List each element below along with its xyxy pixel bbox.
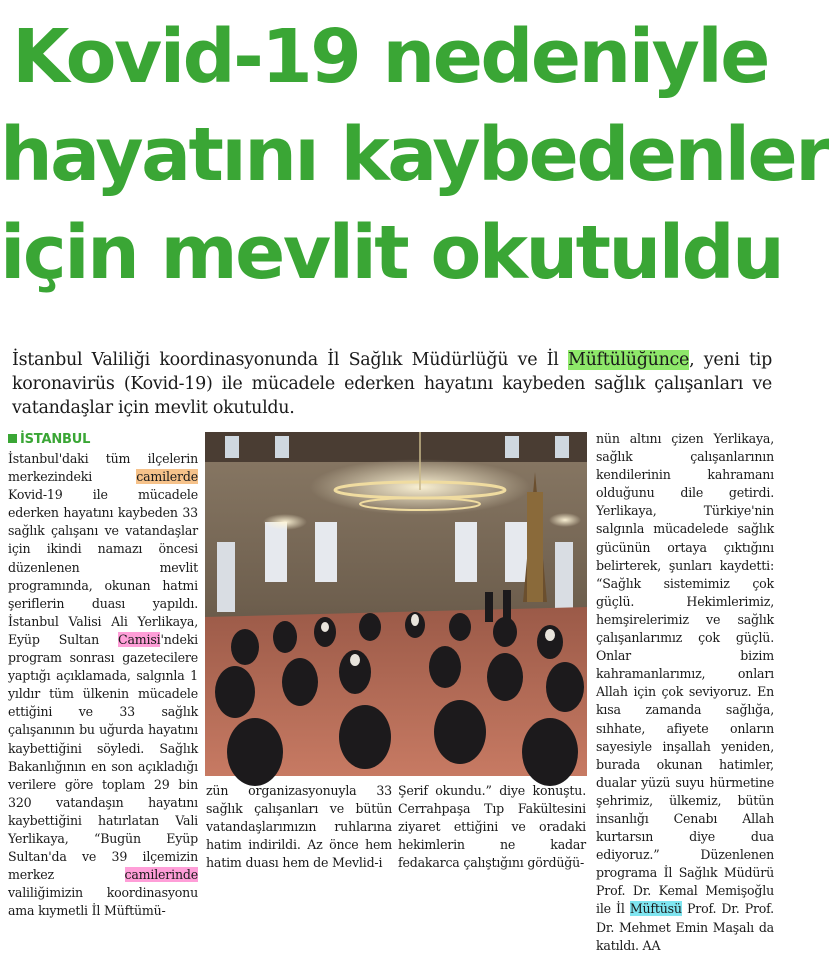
headline-line-3: için mevlit okutuldu xyxy=(0,210,783,296)
article-column-4 xyxy=(596,430,774,955)
lead-text-1: İstanbul Valiliği koordinasyonunda İl Sağlık Müdürlüğü ve İl xyxy=(12,350,568,370)
dateline xyxy=(8,430,198,450)
col1-highlight-1: camilerde xyxy=(136,469,198,485)
col1-highlight-3: camilerinde xyxy=(124,867,198,883)
col1-text-2: Kovid-19 ile mücadele ederken hayatını kaybeden 33 sağlık çalışanı ve vatandaşlar için ikindi namazı öncesi düzenlenen mevlit programında, okunan hatmi şeriflerin duası yapıldı. İstanbul Valisi Ali Yerlikaya, Eyüp Sultan xyxy=(8,487,198,647)
article-column-2: zün organizasyonuyla 33 sağlık çalışanları ve bütün vatandaşlarımızın ruhlarına hatim indirildi. Az önce hem hatim duası hem de Mevlid-i xyxy=(206,783,392,871)
lead-paragraph xyxy=(12,348,772,420)
dateline-square-icon xyxy=(8,434,17,443)
col1-text-3: 'ndeki program sonrası gazetecilere yaptığı açıklamada, salgınla 1 yıldır tüm ülkenin mücadele ettiğini ve 33 sağlık çalışanının bu uğurda hayatını kaybettiğini söyledi. Sağlık Bakanlığının en son açıkladığı verilere göre toplam 29 bin 320 vatandaşın hayatını kaybettiğini hatırlatan Vali Yerlikaya, “Bugün Eyüp Sultan'da ve 39 ilçemizin merkez xyxy=(8,631,198,883)
article-column-1 xyxy=(8,430,198,920)
col4-text-2: Prof. Dr. Prof. Dr. Mehmet Emin Maşalı da katıldı. AA xyxy=(596,901,774,953)
col4-highlight-1: Müftüsü xyxy=(629,901,682,917)
headline xyxy=(0,8,829,302)
col4-text-1: nün altını çizen Yerlikaya, sağlık çalışanlarının kendilerinin kahramanı olduğunu dile getirdi. Yerlikaya, Türkiye'nin salgınla mücadelede sağlık gücünün ortaya çıktığını belirterek, şunları kaydetti: “Sağlık sistemimiz çok güçlü. Hekimlerimiz, hemşirelerimiz ve sağlık çalışanlarımız çok güçlü. Onlar bizim kahramanlarımız, onları Allah için çok seviyoruz. En kısa zamanda sağlığa, sıhhate, afiyete onların sayesiyle inşallah yeniden, burada okunan hatimler, dualar yüzü suyu hürmetine şehrimiz, ülkemiz, bütün insanlığı Cenabı Allah kurtarsın diye dua ediyoruz.” Düzenlenen programa İl Sağlık Müdürü Prof. Dr. Kemal Memişoğlu ile İl xyxy=(596,431,774,917)
lead-highlight: Müftülüğünce xyxy=(567,350,690,370)
article-column-3: Şerif okundu.” diye konuştu. Cerrahpaşa Tıp Fakültesini ziyaret ettiğini ve oradaki hekimlerin ne kadar fedakarca çalıştığını gördüğü- xyxy=(398,783,586,871)
col1-text-1: İstanbul'daki tüm ilçelerin merkezindeki xyxy=(8,451,198,485)
mosque-photo xyxy=(205,432,587,776)
col1-highlight-2: Camisi xyxy=(118,631,161,647)
col1-text-4: valiliğimizin koordinasyonu ama kıymetli İl Müftümü- xyxy=(8,885,198,919)
headline-line-2: hayatını kaybedenler xyxy=(0,112,829,198)
headline-line-1: Kovid-19 nedeniyle xyxy=(12,14,768,100)
dateline-text: İSTANBUL xyxy=(20,432,91,447)
lead-text-2: , yeni tip koronavirüs (Kovid-19) ile mücadele ederken hayatını kaybeden sağlık çalışanları ve vatandaşlar için mevlit okutuldu. xyxy=(12,350,772,418)
